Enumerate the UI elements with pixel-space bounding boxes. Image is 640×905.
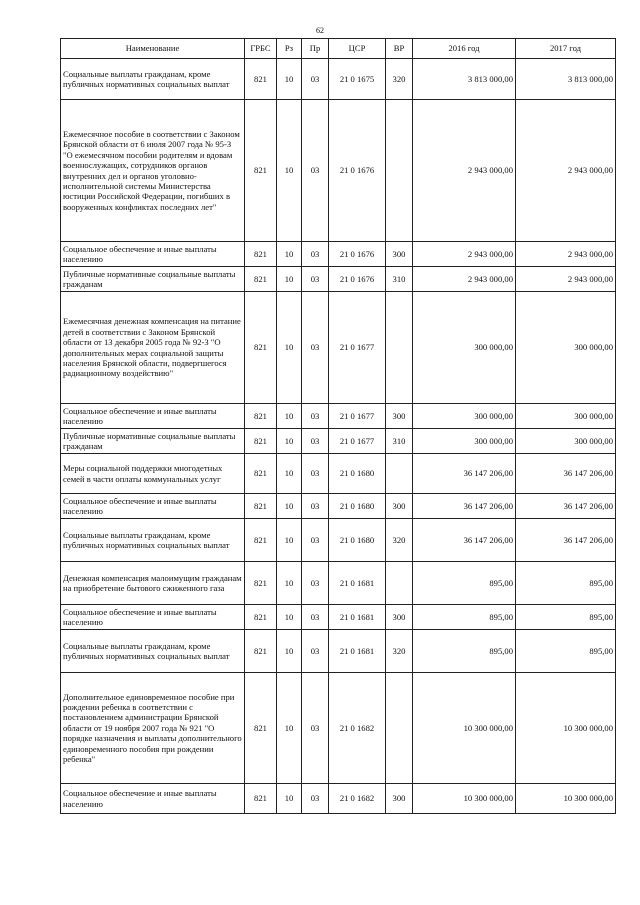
row-grbs: 821 [245, 494, 277, 519]
row-csr: 21 0 1676 [329, 267, 386, 292]
row-vr [386, 454, 413, 494]
row-2016: 895,00 [413, 605, 516, 630]
row-rz: 10 [277, 100, 302, 242]
row-grbs: 821 [245, 673, 277, 784]
row-vr [386, 292, 413, 404]
row-grbs: 821 [245, 267, 277, 292]
table-row [61, 673, 616, 784]
table-row [61, 519, 616, 562]
row-csr: 21 0 1681 [329, 630, 386, 673]
row-grbs: 821 [245, 100, 277, 242]
row-name: Социальные выплаты гражданам, кроме публичных нормативных социальных выплат [61, 59, 245, 100]
row-pr: 03 [302, 494, 329, 519]
table-row [61, 605, 616, 630]
row-rz: 10 [277, 605, 302, 630]
table-header-row [61, 39, 616, 59]
row-2017: 36 147 206,00 [516, 454, 616, 494]
row-name: Социальные выплаты гражданам, кроме публичных нормативных социальных выплат [61, 630, 245, 673]
row-grbs: 821 [245, 630, 277, 673]
row-grbs: 821 [245, 292, 277, 404]
row-rz: 10 [277, 242, 302, 267]
row-2016: 2 943 000,00 [413, 267, 516, 292]
row-pr: 03 [302, 519, 329, 562]
row-csr: 21 0 1682 [329, 673, 386, 784]
row-csr: 21 0 1680 [329, 454, 386, 494]
row-pr: 03 [302, 100, 329, 242]
table-row [61, 429, 616, 454]
row-vr: 300 [386, 605, 413, 630]
row-name: Социальное обеспечение и иные выплаты населению [61, 605, 245, 630]
row-csr: 21 0 1675 [329, 59, 386, 100]
row-csr: 21 0 1681 [329, 605, 386, 630]
row-vr: 300 [386, 242, 413, 267]
row-2017: 2 943 000,00 [516, 242, 616, 267]
row-name: Публичные нормативные социальные выплаты гражданам [61, 267, 245, 292]
row-2016: 36 147 206,00 [413, 494, 516, 519]
row-pr: 03 [302, 429, 329, 454]
row-name: Социальное обеспечение и иные выплаты населению [61, 404, 245, 429]
row-2016: 2 943 000,00 [413, 242, 516, 267]
table-row [61, 292, 616, 404]
row-name: Социальное обеспечение и иные выплаты населению [61, 784, 245, 814]
column-header: ВР [386, 39, 413, 59]
row-name: Дополнительное единовременное пособие при рождении ребенка в соответствии с постановлением администрации Брянской области от 19 ноября 2007 года № 921 "О порядке назначения и выплаты дополнительного единовременного пособия при рождении ребенка" [61, 673, 245, 784]
row-csr: 21 0 1677 [329, 404, 386, 429]
row-2017: 10 300 000,00 [516, 784, 616, 814]
row-name: Денежная компенсация малоимущим гражданам на приобретение бытового сжиженного газа [61, 562, 245, 605]
row-name: Социальное обеспечение и иные выплаты населению [61, 494, 245, 519]
table-row [61, 267, 616, 292]
table-row [61, 784, 616, 814]
row-grbs: 821 [245, 242, 277, 267]
column-header: 2017 год [516, 39, 616, 59]
row-2017: 300 000,00 [516, 429, 616, 454]
row-2017: 895,00 [516, 630, 616, 673]
row-2017: 36 147 206,00 [516, 494, 616, 519]
row-rz: 10 [277, 429, 302, 454]
row-2016: 300 000,00 [413, 292, 516, 404]
row-pr: 03 [302, 630, 329, 673]
table-row [61, 404, 616, 429]
row-rz: 10 [277, 267, 302, 292]
row-2017: 2 943 000,00 [516, 267, 616, 292]
row-2016: 36 147 206,00 [413, 519, 516, 562]
row-2016: 895,00 [413, 630, 516, 673]
row-csr: 21 0 1677 [329, 292, 386, 404]
column-header: ЦСР [329, 39, 386, 59]
row-csr: 21 0 1682 [329, 784, 386, 814]
row-vr [386, 673, 413, 784]
row-grbs: 821 [245, 454, 277, 494]
row-2016: 300 000,00 [413, 404, 516, 429]
row-rz: 10 [277, 519, 302, 562]
row-grbs: 821 [245, 59, 277, 100]
row-rz: 10 [277, 454, 302, 494]
table-row [61, 59, 616, 100]
row-pr: 03 [302, 605, 329, 630]
row-name: Ежемесячное пособие в соответствии с Законом Брянской области от 6 июля 2007 года № 95-З "О ежемесячном пособии родителям и вдовам военнослужащих, сотрудников органов внутренних дел и органов уголовно-исполнительной системы Министерства юстиции Российской Федерации, погибших в вооруженных конфликтах последних лет" [61, 100, 245, 242]
row-grbs: 821 [245, 404, 277, 429]
table-row [61, 494, 616, 519]
row-2017: 36 147 206,00 [516, 519, 616, 562]
row-rz: 10 [277, 673, 302, 784]
column-header: Рз [277, 39, 302, 59]
row-name: Публичные нормативные социальные выплаты гражданам [61, 429, 245, 454]
row-rz: 10 [277, 562, 302, 605]
row-2016: 3 813 000,00 [413, 59, 516, 100]
column-header: Наименование [61, 39, 245, 59]
row-grbs: 821 [245, 429, 277, 454]
row-pr: 03 [302, 404, 329, 429]
column-header: ГРБС [245, 39, 277, 59]
row-2017: 10 300 000,00 [516, 673, 616, 784]
row-vr: 320 [386, 519, 413, 562]
row-pr: 03 [302, 292, 329, 404]
table-row [61, 100, 616, 242]
row-2016: 10 300 000,00 [413, 784, 516, 814]
table-row [61, 562, 616, 605]
row-rz: 10 [277, 404, 302, 429]
row-rz: 10 [277, 630, 302, 673]
row-pr: 03 [302, 673, 329, 784]
row-name: Меры социальной поддержки многодетных семей в части оплаты коммунальных услуг [61, 454, 245, 494]
row-2016: 36 147 206,00 [413, 454, 516, 494]
row-2016: 300 000,00 [413, 429, 516, 454]
row-csr: 21 0 1681 [329, 562, 386, 605]
row-2017: 300 000,00 [516, 404, 616, 429]
row-vr: 320 [386, 630, 413, 673]
table-row [61, 454, 616, 494]
row-2017: 2 943 000,00 [516, 100, 616, 242]
row-vr: 320 [386, 59, 413, 100]
row-2016: 2 943 000,00 [413, 100, 516, 242]
row-rz: 10 [277, 494, 302, 519]
column-header: Пр [302, 39, 329, 59]
row-2017: 300 000,00 [516, 292, 616, 404]
row-2016: 895,00 [413, 562, 516, 605]
row-vr: 300 [386, 404, 413, 429]
row-grbs: 821 [245, 784, 277, 814]
row-2016: 10 300 000,00 [413, 673, 516, 784]
row-grbs: 821 [245, 605, 277, 630]
row-grbs: 821 [245, 519, 277, 562]
row-rz: 10 [277, 292, 302, 404]
row-name: Социальные выплаты гражданам, кроме публичных нормативных социальных выплат [61, 519, 245, 562]
row-rz: 10 [277, 59, 302, 100]
table-row [61, 630, 616, 673]
row-vr [386, 100, 413, 242]
row-vr: 300 [386, 784, 413, 814]
row-name: Ежемесячная денежная компенсация на питание детей в соответствии с Законом Брянской области от 13 декабря 2005 года № 92-З "О дополнительных мерах социальной защиты населения Брянской области, подвергшегося радиационному воздействию" [61, 292, 245, 404]
row-csr: 21 0 1676 [329, 100, 386, 242]
page-number: 62 [316, 26, 324, 35]
row-pr: 03 [302, 784, 329, 814]
row-rz: 10 [277, 784, 302, 814]
column-header: 2016 год [413, 39, 516, 59]
row-csr: 21 0 1680 [329, 494, 386, 519]
row-csr: 21 0 1677 [329, 429, 386, 454]
row-2017: 895,00 [516, 562, 616, 605]
row-vr: 300 [386, 494, 413, 519]
row-pr: 03 [302, 242, 329, 267]
row-vr [386, 562, 413, 605]
row-pr: 03 [302, 59, 329, 100]
row-pr: 03 [302, 562, 329, 605]
row-pr: 03 [302, 267, 329, 292]
budget-table [60, 38, 616, 814]
row-csr: 21 0 1680 [329, 519, 386, 562]
row-vr: 310 [386, 429, 413, 454]
row-grbs: 821 [245, 562, 277, 605]
row-csr: 21 0 1676 [329, 242, 386, 267]
row-pr: 03 [302, 454, 329, 494]
row-name: Социальное обеспечение и иные выплаты населению [61, 242, 245, 267]
row-2017: 895,00 [516, 605, 616, 630]
table-row [61, 242, 616, 267]
row-2017: 3 813 000,00 [516, 59, 616, 100]
row-vr: 310 [386, 267, 413, 292]
